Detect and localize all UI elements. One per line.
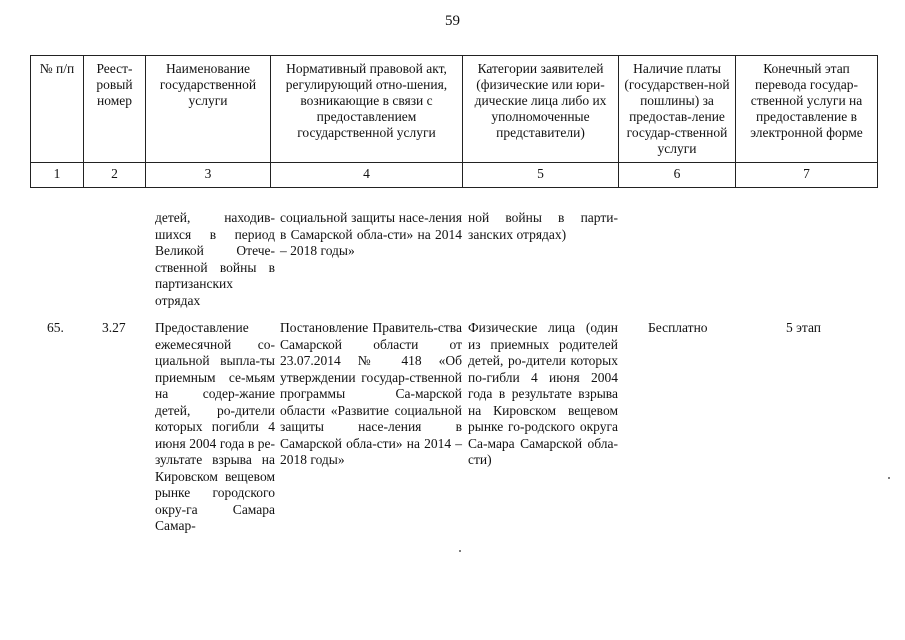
scan-speck <box>888 477 890 479</box>
row-fee: Бесплатно <box>648 320 708 335</box>
row-registry-number: 3.27 <box>102 320 126 335</box>
page-number: 59 <box>445 13 460 29</box>
col-header-number: № п/п <box>31 56 84 163</box>
col-header-final-stage: Конечный этап перевода государ-ственной услуги на предоставление в электронной форме <box>736 56 878 163</box>
col-header-fee: Наличие платы (государствен-ной пошлины) за предостав-ление государ-ственной услуги <box>619 56 736 163</box>
col-header-service-name: Наименование государственной услуги <box>146 56 271 163</box>
col-number-4: 4 <box>271 163 463 188</box>
col-number-2: 2 <box>84 163 146 188</box>
row-service-name: Предоставление ежемесячной со-циальной выпла-ты приемным се-мьям на содер-жание детей, ро-дители которых погибли 4 июня 2004 года в ре-зультате взрыва на Кировском вещевом рынке городского окру-га Самара Самар- <box>155 320 275 533</box>
col-header-registry: Реест-ровый номер <box>84 56 146 163</box>
row-final-stage: 5 этап <box>786 320 822 335</box>
col-number-7: 7 <box>736 163 878 188</box>
services-table-header <box>30 55 878 188</box>
continuation-legal-act: социальной защиты насе-ления в Самарской обла-сти» на 2014 – 2018 годы» <box>280 210 462 258</box>
continuation-applicants: ной войны в парти-занских отрядах) <box>468 210 618 242</box>
col-number-5: 5 <box>463 163 619 188</box>
continuation-service-name: детей, находив-шихся в период Великой Отече-ственной войны в партизанских отрядах <box>155 210 275 308</box>
scan-speck <box>459 550 461 552</box>
row-legal-act: Постановление Правитель-ства Самарской области от 23.07.2014 № 418 «Об утверждении государ-ственной программы Са-марской области «Развитие социальной защиты насе-ления в Самарской обла-сти» на 2014 – 2018 годы» <box>280 320 462 467</box>
col-number-3: 3 <box>146 163 271 188</box>
row-number: 65. <box>47 320 64 335</box>
col-header-applicants: Категории заявителей (физические или юри-дические лица либо их уполномоченные представители) <box>463 56 619 163</box>
col-number-6: 6 <box>619 163 736 188</box>
col-number-1: 1 <box>31 163 84 188</box>
col-header-legal-act: Нормативный правовой акт, регулирующий отно-шения, возникающие в связи с предоставлением государственной услуги <box>271 56 463 163</box>
row-applicants: Физические лица (один из приемных родителей детей, ро-дители которых по-гибли 4 июня 2004 года в результате взрыва на Кировском вещевом рынке го-родского округа Са-мара Самарской обла-сти) <box>468 320 618 467</box>
